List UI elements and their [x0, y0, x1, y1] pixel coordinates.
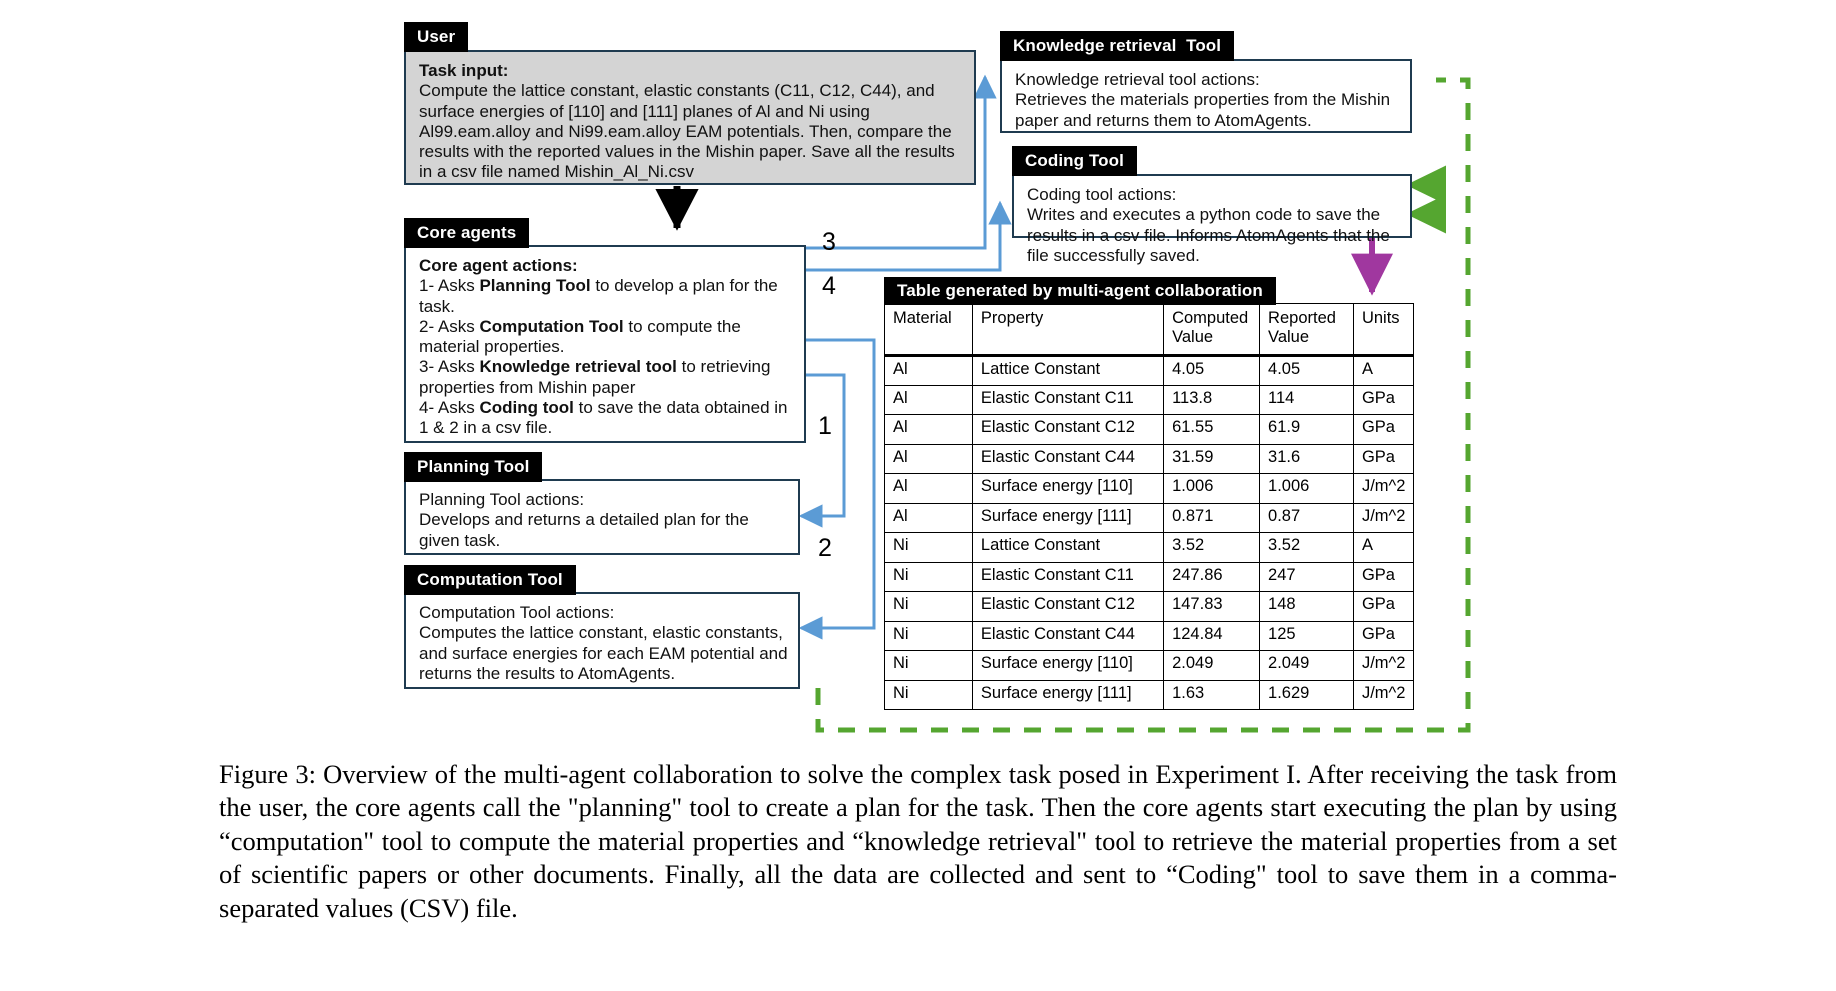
step-3-tool: Knowledge retrieval tool [479, 357, 677, 377]
core-agents-step-1 [419, 276, 778, 315]
cell-computed-value: 1.006 [1164, 474, 1260, 504]
cell-material: Ni [885, 621, 973, 651]
cell-computed-value: 247.86 [1164, 562, 1260, 592]
coding-tool-heading: Coding tool actions: [1027, 185, 1177, 204]
table-header-computed: Computed Value [1164, 304, 1260, 356]
flow-number-2: 2 [818, 534, 832, 562]
step-2-suffix: to compute the material properties. [419, 316, 741, 357]
table-row [885, 651, 1414, 681]
cell-material: Al [885, 444, 973, 474]
table-row [885, 415, 1414, 445]
cell-reported-value: 4.05 [1260, 356, 1354, 386]
step-4-tool: Coding tool [479, 398, 574, 418]
cell-property: Surface energy [111] [972, 680, 1163, 710]
table-row [885, 474, 1414, 504]
table-row [885, 592, 1414, 622]
computation-tool-tag: Computation Tool [404, 565, 576, 595]
core-agents-panel [404, 245, 806, 443]
planning-tool-body: Develops and returns a detailed plan for the given task. [419, 510, 749, 550]
table-header-row [885, 304, 1414, 356]
cell-reported-value: 2.049 [1260, 651, 1354, 681]
computation-tool-text [419, 603, 790, 684]
cell-material: Al [885, 385, 973, 415]
cell-computed-value: 124.84 [1164, 621, 1260, 651]
planning-tool-text [419, 490, 790, 551]
user-task-panel [404, 50, 976, 185]
knowledge-retrieval-tool-tag: Knowledge retrieval Tool [1000, 31, 1234, 61]
table-row [885, 503, 1414, 533]
flow-number-1: 1 [818, 412, 832, 440]
step-1-tool: Planning Tool [479, 276, 591, 296]
cell-reported-value: 125 [1260, 621, 1354, 651]
cell-property: Surface energy [111] [972, 503, 1163, 533]
cell-reported-value: 1.006 [1260, 474, 1354, 504]
flow-number-3: 3 [822, 228, 836, 256]
cell-material: Ni [885, 651, 973, 681]
cell-computed-value: 113.8 [1164, 385, 1260, 415]
core-agents-tag: Core agents [404, 218, 529, 248]
cell-computed-value: 0.871 [1164, 503, 1260, 533]
connector-2-core-to-computation [801, 340, 874, 628]
cell-property: Surface energy [110] [972, 474, 1163, 504]
step-1-prefix: 1- Asks [419, 276, 480, 296]
step-1-suffix: to develop a plan for the task. [419, 276, 778, 316]
core-agents-step-3 [419, 357, 770, 396]
step-3-suffix: to retrieving properties from Mishin paper [419, 357, 771, 397]
cell-reported-value: 1.629 [1260, 680, 1354, 710]
cell-computed-value: 2.049 [1164, 651, 1260, 681]
cell-property: Elastic Constant C44 [972, 621, 1163, 651]
table-header-material: Material [885, 304, 973, 356]
cell-reported-value: 3.52 [1260, 533, 1354, 563]
cell-units: J/m^2 [1353, 651, 1413, 681]
cell-material: Al [885, 415, 973, 445]
cell-property: Surface energy [110] [972, 651, 1163, 681]
knowledge-retrieval-tool-heading: Knowledge retrieval tool actions: [1015, 70, 1260, 89]
table-body [885, 356, 1414, 710]
table-row [885, 533, 1414, 563]
cell-units: A [1353, 356, 1413, 386]
table-row [885, 621, 1414, 651]
planning-tool-tag: Planning Tool [404, 452, 542, 482]
step-2-tool: Computation Tool [479, 316, 624, 336]
cell-computed-value: 61.55 [1164, 415, 1260, 445]
cell-reported-value: 148 [1260, 592, 1354, 622]
cell-units: GPa [1353, 415, 1413, 445]
cell-material: Ni [885, 592, 973, 622]
cell-material: Al [885, 356, 973, 386]
user-task-text [419, 61, 966, 183]
cell-reported-value: 31.6 [1260, 444, 1354, 474]
core-agents-heading: Core agent actions: [419, 256, 578, 275]
cell-units: GPa [1353, 385, 1413, 415]
computation-tool-panel [404, 592, 800, 689]
figure-caption: Figure 3: Overview of the multi-agent collaboration to solve the complex task posed in Experiment I. After receiving the task from the user, the core agents call the "planning" tool to create a plan for the task. Then the core agents start executing the plan by using “computation" tool to compute the material properties and “knowledge retrieval" tool to retrieve the material properties from a set of scientific papers or other documents. Finally, all the data are collected and sent to “Coding" tool to save them in a comma-separated values (CSV) file. [219, 759, 1617, 923]
step-2-prefix: 2- Asks [419, 316, 480, 336]
cell-property: Elastic Constant C11 [972, 385, 1163, 415]
cell-units: A [1353, 533, 1413, 563]
cell-units: GPa [1353, 592, 1413, 622]
table-row [885, 385, 1414, 415]
connector-1-core-to-planning [801, 375, 844, 516]
flow-number-4: 4 [822, 272, 836, 300]
cell-reported-value: 114 [1260, 385, 1354, 415]
user-task-heading: Task input: [419, 61, 509, 80]
cell-computed-value: 147.83 [1164, 592, 1260, 622]
cell-computed-value: 31.59 [1164, 444, 1260, 474]
table-row [885, 444, 1414, 474]
table-row [885, 562, 1414, 592]
coding-tool-tag: Coding Tool [1012, 146, 1137, 176]
knowledge-retrieval-tool-body: Retrieves the materials properties from the Mishin paper and returns them to AtomAgents. [1015, 90, 1391, 130]
cell-reported-value: 247 [1260, 562, 1354, 592]
knowledge-retrieval-tool-panel [1000, 59, 1412, 133]
table-row [885, 356, 1414, 386]
cell-units: J/m^2 [1353, 474, 1413, 504]
cell-property: Elastic Constant C11 [972, 562, 1163, 592]
coding-tool-text [1027, 185, 1402, 266]
cell-property: Lattice Constant [972, 356, 1163, 386]
table-header-property: Property [972, 304, 1163, 356]
coding-tool-body: Writes and executes a python code to save the results in a csv file. Informs AtomAgents that the file successfully saved. [1027, 205, 1390, 265]
core-agents-text [419, 256, 796, 439]
cell-units: GPa [1353, 444, 1413, 474]
cell-material: Al [885, 474, 973, 504]
table-header-units: Units [1353, 304, 1413, 356]
cell-units: GPa [1353, 621, 1413, 651]
table-header-reported: Reported Value [1260, 304, 1354, 356]
cell-material: Ni [885, 562, 973, 592]
cell-material: Al [885, 503, 973, 533]
cell-computed-value: 3.52 [1164, 533, 1260, 563]
cell-units: J/m^2 [1353, 503, 1413, 533]
planning-tool-heading: Planning Tool actions: [419, 490, 585, 509]
cell-material: Ni [885, 680, 973, 710]
core-agents-step-2 [419, 317, 741, 356]
results-table [884, 303, 1414, 710]
cell-property: Elastic Constant C44 [972, 444, 1163, 474]
computation-tool-body: Computes the lattice constant, elastic constants, and surface energies for each EAM potential and returns the results to AtomAgents. [419, 623, 788, 683]
core-agents-step-4 [419, 398, 788, 437]
cell-computed-value: 4.05 [1164, 356, 1260, 386]
step-3-prefix: 3- Asks [419, 357, 480, 377]
cell-property: Elastic Constant C12 [972, 592, 1163, 622]
cell-material: Ni [885, 533, 973, 563]
cell-property: Lattice Constant [972, 533, 1163, 563]
user-task-body: Compute the lattice constant, elastic constants (C11, C12, C44), and surface energies of [110] and [111] planes of Al and Ni using Al99.eam.alloy and Ni99.eam.alloy EAM potentials. Then, compare the results with the reported values in the Mishin paper. Save all the results in a csv file named Mishin_Al_Ni.csv [419, 81, 955, 182]
cell-units: J/m^2 [1353, 680, 1413, 710]
cell-computed-value: 1.63 [1164, 680, 1260, 710]
planning-tool-panel [404, 479, 800, 555]
coding-tool-panel [1012, 174, 1412, 265]
knowledge-retrieval-tool-text [1015, 70, 1402, 131]
cell-units: GPa [1353, 562, 1413, 592]
user-tag: User [404, 22, 468, 52]
step-4-prefix: 4- Asks [419, 398, 480, 418]
cell-reported-value: 61.9 [1260, 415, 1354, 445]
results-table-tag: Table generated by multi-agent collaboration [884, 277, 1276, 305]
computation-tool-heading: Computation Tool actions: [419, 603, 615, 622]
cell-property: Elastic Constant C12 [972, 415, 1163, 445]
cell-reported-value: 0.87 [1260, 503, 1354, 533]
table-row [885, 680, 1414, 710]
step-4-suffix: to save the data obtained in 1 & 2 in a csv file. [419, 398, 788, 438]
